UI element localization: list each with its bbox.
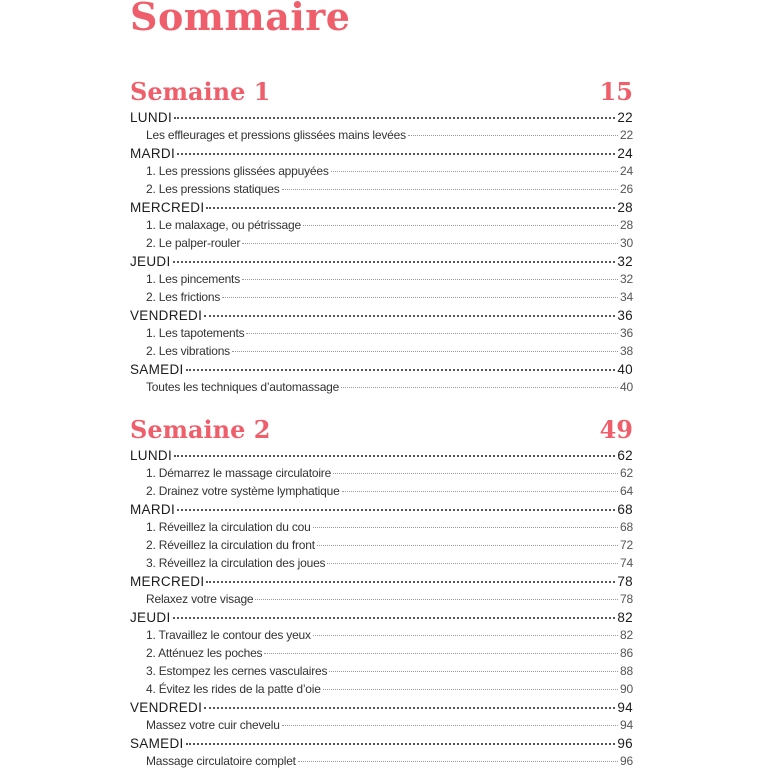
entry-page-number: 22: [620, 128, 633, 142]
toc-sub-entry[interactable]: [130, 380, 633, 398]
entry-label: SAMEDI: [130, 736, 184, 751]
entry-label: 3. Réveillez la circulation des joues: [146, 556, 326, 570]
entry-page-number: 38: [620, 344, 633, 358]
dot-leader: [186, 734, 616, 745]
toc-day-entry[interactable]: [130, 502, 633, 520]
dot-leader: [331, 163, 618, 172]
entry-page-number: 32: [620, 272, 633, 286]
dot-leader: [303, 217, 618, 226]
entry-label: LUNDI: [130, 110, 173, 125]
toc-sub-entry[interactable]: [130, 520, 633, 538]
entry-page-number: 34: [620, 290, 633, 304]
entry-label: MERCREDI: [130, 200, 205, 215]
toc-day-entry[interactable]: [130, 146, 633, 164]
entry-page-number: 68: [620, 520, 633, 534]
dot-leader: [408, 127, 618, 136]
entry-page-number: 82: [617, 610, 633, 625]
toc-sub-entry[interactable]: [130, 628, 633, 646]
section-header: [130, 74, 633, 110]
toc-sub-entry[interactable]: [130, 326, 633, 344]
toc-sub-entry[interactable]: [130, 754, 633, 772]
toc-day-entry[interactable]: [130, 610, 633, 628]
toc-day-entry[interactable]: [130, 254, 633, 272]
dot-leader: [173, 608, 616, 619]
entry-page-number: 82: [620, 628, 633, 642]
entry-page-number: 88: [620, 664, 633, 678]
entry-label: Massage circulatoire complet: [146, 754, 296, 768]
toc-day-entry[interactable]: [130, 700, 633, 718]
entry-label: 1. Démarrez le massage circulatoire: [146, 466, 332, 480]
entry-label: 2. Atténuez les poches: [146, 646, 263, 660]
page-title: Sommaire: [130, 0, 351, 39]
entry-page-number: 22: [617, 110, 633, 125]
toc-sub-entry[interactable]: [130, 218, 633, 236]
dot-leader: [329, 663, 618, 672]
entry-label: 1. Les pincements: [146, 272, 240, 286]
section-title: Semaine 2: [130, 415, 271, 444]
entry-page-number: 24: [617, 146, 633, 161]
section-title: Semaine 1: [130, 77, 271, 106]
entry-label: SAMEDI: [130, 362, 184, 377]
entry-page-number: 40: [617, 362, 633, 377]
toc-day-entry[interactable]: [130, 362, 633, 380]
dot-leader: [282, 717, 618, 726]
dot-leader: [177, 144, 615, 155]
entry-label: MARDI: [130, 502, 175, 517]
dot-leader: [313, 519, 618, 528]
entry-page-number: 94: [620, 718, 633, 732]
entry-page-number: 28: [617, 200, 633, 215]
dot-leader: [204, 698, 615, 709]
entry-page-number: 32: [617, 254, 633, 269]
entry-page-number: 64: [620, 484, 633, 498]
section-header: [130, 412, 633, 448]
toc-day-entry[interactable]: [130, 200, 633, 218]
entry-label: LUNDI: [130, 448, 173, 463]
entry-label: 2. Les vibrations: [146, 344, 230, 358]
entry-label: 1. Réveillez la circulation du cou: [146, 520, 311, 534]
entry-page-number: 30: [620, 236, 633, 250]
dot-leader: [186, 360, 616, 371]
dot-leader: [232, 343, 618, 352]
entry-page-number: 96: [620, 754, 633, 768]
entry-label: 2. Le palper-rouler: [146, 236, 241, 250]
dot-leader: [174, 446, 615, 457]
toc-sub-entry[interactable]: [130, 664, 633, 682]
section-page-number: 15: [599, 77, 633, 106]
section-page-number: 49: [599, 415, 633, 444]
entry-page-number: 74: [620, 556, 633, 570]
entry-label: 3. Estompez les cernes vasculaires: [146, 664, 328, 678]
dot-leader: [177, 500, 615, 511]
dot-leader: [264, 645, 618, 654]
toc-sub-entry[interactable]: [130, 646, 633, 664]
entry-page-number: 68: [617, 502, 633, 517]
entry-label: 1. Travaillez le contour des yeux: [146, 628, 311, 642]
entry-label: Massez votre cuir chevelu: [146, 718, 280, 732]
dot-leader: [246, 325, 618, 334]
entry-page-number: 62: [620, 466, 633, 480]
entry-page-number: 40: [620, 380, 633, 394]
dot-leader: [317, 537, 618, 546]
entry-label: 1. Les pressions glissées appuyées: [146, 164, 329, 178]
dot-leader: [327, 555, 618, 564]
toc-sub-entry[interactable]: [130, 272, 633, 290]
entry-label: VENDREDI: [130, 700, 203, 715]
entry-page-number: 78: [617, 574, 633, 589]
dot-leader: [313, 627, 618, 636]
dot-leader: [341, 379, 618, 388]
toc-sub-entry[interactable]: [130, 466, 633, 484]
toc-day-entry[interactable]: [130, 448, 633, 466]
toc-day-entry[interactable]: [130, 110, 633, 128]
entry-label: 4. Évitez les rides de la patte d’oie: [146, 682, 321, 696]
toc-day-entry[interactable]: [130, 308, 633, 326]
dot-leader: [333, 465, 618, 474]
entry-label: 1. Les tapotements: [146, 326, 245, 340]
entry-page-number: 72: [620, 538, 633, 552]
entry-label: Toutes les techniques d’automassage: [146, 380, 340, 394]
entry-label: 2. Drainez votre système lymphatique: [146, 484, 340, 498]
entry-page-number: 96: [617, 736, 633, 751]
dot-leader: [242, 271, 618, 280]
toc-entries: [130, 110, 633, 398]
entry-label: 2. Les pressions statiques: [146, 182, 280, 196]
entry-label: MERCREDI: [130, 574, 205, 589]
entry-page-number: 36: [617, 308, 633, 323]
entry-page-number: 62: [617, 448, 633, 463]
entry-label: JEUDI: [130, 254, 171, 269]
dot-leader: [206, 198, 615, 209]
entry-page-number: 94: [617, 700, 633, 715]
entry-label: JEUDI: [130, 610, 171, 625]
dot-leader: [206, 572, 615, 583]
toc-entries: [130, 448, 633, 772]
dot-leader: [204, 306, 615, 317]
dot-leader: [242, 235, 618, 244]
dot-leader: [342, 483, 618, 492]
dot-leader: [298, 753, 618, 762]
toc-sub-entry[interactable]: [130, 538, 633, 556]
toc-sub-entry[interactable]: [130, 164, 633, 182]
dot-leader: [255, 591, 618, 600]
entry-page-number: 26: [620, 182, 633, 196]
entry-label: MARDI: [130, 146, 175, 161]
entry-page-number: 86: [620, 646, 633, 660]
entry-label: VENDREDI: [130, 308, 203, 323]
entry-label: 1. Le malaxage, ou pétrissage: [146, 218, 301, 232]
toc-day-entry[interactable]: [130, 736, 633, 754]
entry-label: Relaxez votre visage: [146, 592, 254, 606]
entry-page-number: 78: [620, 592, 633, 606]
toc-day-entry[interactable]: [130, 574, 633, 592]
entry-label: 2. Les frictions: [146, 290, 221, 304]
dot-leader: [222, 289, 618, 298]
entry-page-number: 90: [620, 682, 633, 696]
entry-page-number: 36: [620, 326, 633, 340]
entry-page-number: 28: [620, 218, 633, 232]
section-semaine-2: [130, 412, 633, 772]
entry-page-number: 24: [620, 164, 633, 178]
entry-label: 2. Réveillez la circulation du front: [146, 538, 315, 552]
entry-label: Les effleurages et pressions glissées mains levées: [146, 128, 406, 142]
dot-leader: [282, 181, 619, 190]
dot-leader: [173, 252, 616, 263]
section-semaine-1: [130, 74, 633, 398]
dot-leader: [174, 108, 615, 119]
dot-leader: [323, 681, 618, 690]
